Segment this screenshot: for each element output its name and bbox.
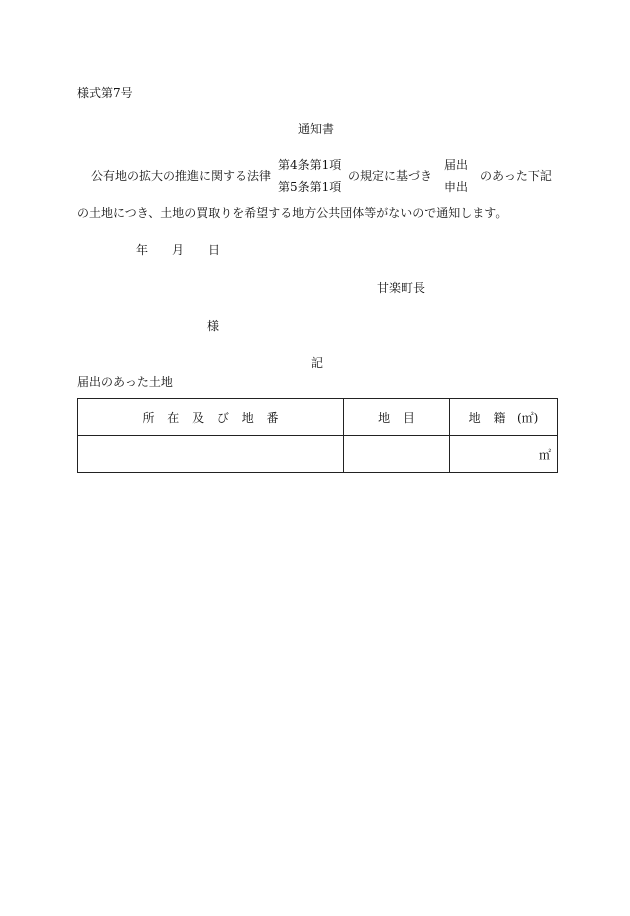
header-area bbox=[450, 399, 558, 436]
land-table bbox=[77, 398, 558, 473]
recipient-suffix: 様 bbox=[207, 319, 220, 333]
land-table-row bbox=[78, 436, 558, 473]
date-year-label: 年 bbox=[136, 243, 149, 257]
body-line2: の土地につき、土地の買取りを希望する地方公共団体等がないので通知します。 bbox=[77, 206, 508, 220]
cell-area bbox=[450, 436, 558, 473]
header-location-text: 所 在 及 び 地 番 bbox=[142, 410, 279, 425]
header-category bbox=[344, 399, 450, 436]
document-title: 通知書 bbox=[298, 122, 335, 136]
date-day-label: 日 bbox=[208, 243, 221, 257]
land-heading: 届出のあった土地 bbox=[77, 375, 173, 389]
cell-area-unit: ㎡ bbox=[538, 447, 551, 462]
body-line1-middle: の規定に基づき bbox=[348, 169, 433, 183]
header-location bbox=[78, 399, 344, 436]
header-area-text: 地 籍 bbox=[468, 410, 506, 425]
header-category-text: 地 目 bbox=[378, 410, 415, 425]
date-month-label: 月 bbox=[172, 243, 185, 257]
article-option-2: 第5条第1項 bbox=[278, 180, 342, 194]
body-line1-start: 公有地の拡大の推進に関する法律 bbox=[91, 169, 272, 183]
issuer: 甘楽町長 bbox=[377, 281, 426, 295]
filing-option-1: 届出 bbox=[444, 158, 469, 172]
ki-heading: 記 bbox=[311, 356, 324, 370]
cell-location bbox=[78, 436, 344, 473]
land-table-header-row bbox=[78, 399, 558, 436]
body-line1-end: のあった下記 bbox=[480, 169, 552, 183]
form-number: 様式第7号 bbox=[77, 86, 133, 100]
article-option-1: 第4条第1項 bbox=[278, 158, 342, 172]
cell-category bbox=[344, 436, 450, 473]
header-area-unit: (㎡) bbox=[516, 410, 539, 425]
filing-option-2: 申出 bbox=[444, 180, 469, 194]
